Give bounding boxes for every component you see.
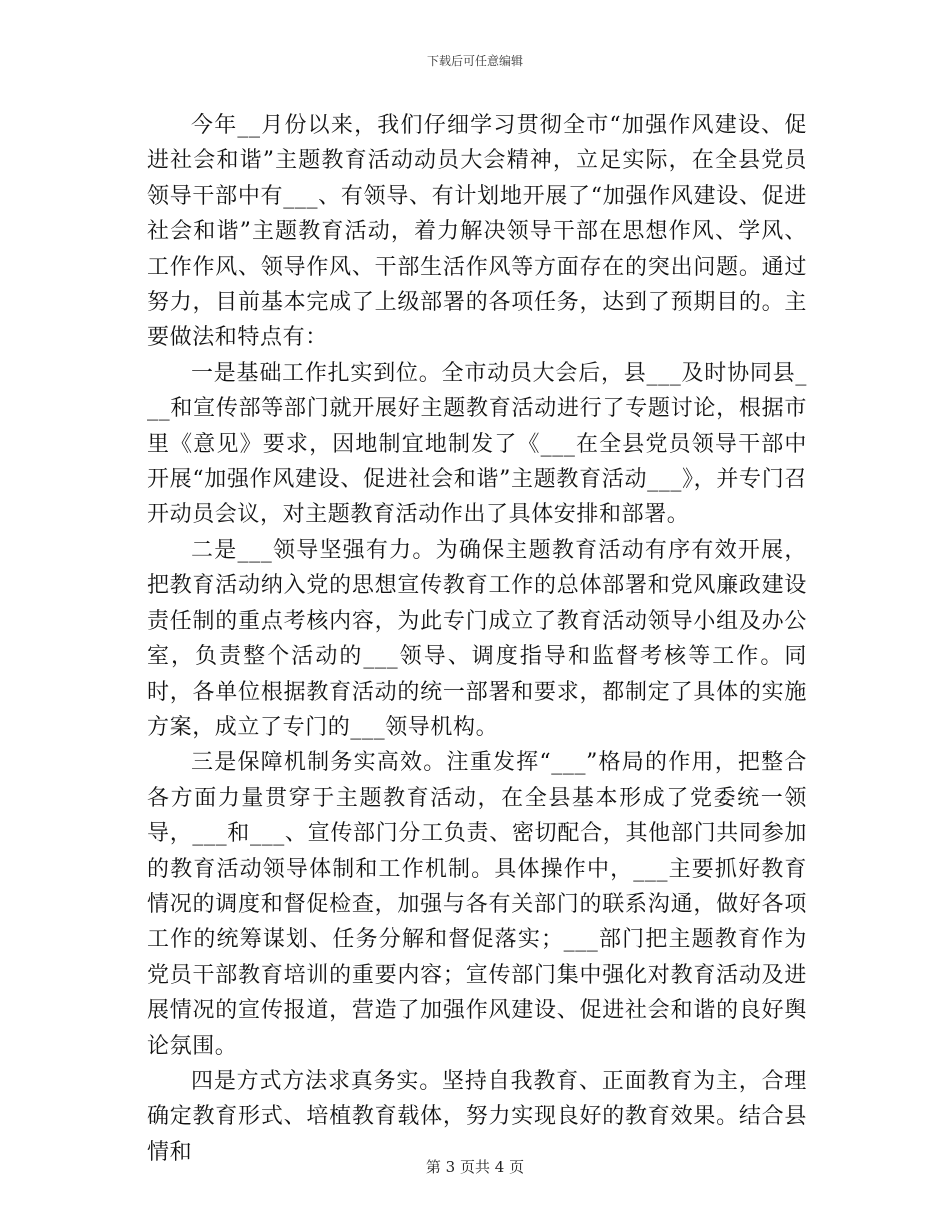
paragraph-point-1: 一是基础工作扎实到位。全市动员大会后，县___及时协同县___和宣传部等部门就开展好主题教育活动进行了专题讨论，根据市里《意见》要求，因地制宜地制发了《___在全县党员领导干部中开展“加强作风建设、促进社会和谐”主题教育活动___》，并专门召开动员会议，对主题教育活动作出了具体安排和部署。	[147, 360, 807, 528]
paragraph-point-2: 二是___领导坚强有力。为确保主题教育活动有序有效开展，把教育活动纳入党的思想宣传教育工作的总体部署和党风廉政建设责任制的重点考核内容，为此专门成立了教育活动领导小组及办公室，负责整个活动的___领导、调度指导和监督考核等工作。同时，各单位根据教育活动的统一部署和要求，都制定了具体的实施方案，成立了专门的___领导机构。	[147, 537, 807, 740]
page-header-note: 下载后可任意编辑	[426, 54, 523, 68]
page-footer-number: 第 3 页共 4 页	[425, 1158, 525, 1176]
document-body	[147, 108, 807, 1170]
paragraph-intro: 今年__月份以来，我们仔细学习贯彻全市“加强作风建设、促进社会和谐”主题教育活动动员大会精神，立足实际，在全县党员领导干部中有___、有领导、有计划地开展了“加强作风建设、促进社会和谐”主题教育活动，着力解决领导干部在思想作风、学风、工作作风、领导作风、干部生活作风等方面存在的突出问题。通过努力，目前基本完成了上级部署的各项任务，达到了预期目的。主要做法和特点有：	[147, 113, 807, 351]
paragraph-point-3: 三是保障机制务实高效。注重发挥“___”格局的作用，把整合各方面力量贯穿于主题教育活动，在全县基本形成了党委统一领导，___和___、宣传部门分工负责、密切配合，其他部门共同参加的教育活动领导体制和工作机制。具体操作中，___主要抓好教育情况的调度和督促检查，加强与各有关部门的联系沟通，做好各项工作的统筹谋划、任务分解和督促落实；___部门把主题教育作为党员干部教育培训的重要内容；宣传部门集中强化对教育活动及进展情况的宣传报道，营造了加强作风建设、促进社会和谐的良好舆论氛围。	[147, 750, 807, 1059]
paragraph-point-4: 四是方式方法求真务实。坚持自我教育、正面教育为主，合理确定教育形式、培植教育载体，努力实现良好的教育效果。结合县情和	[147, 1068, 807, 1165]
